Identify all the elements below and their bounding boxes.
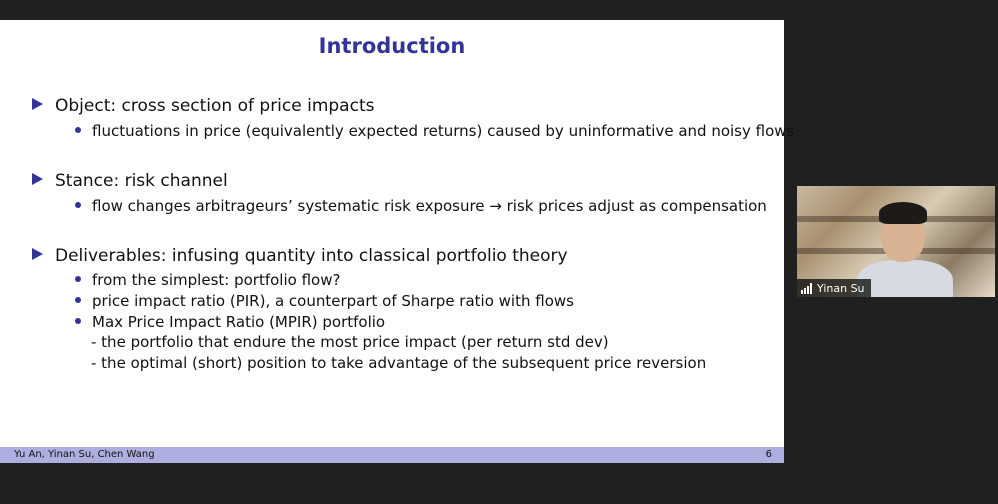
dot-bullet-icon xyxy=(75,297,81,303)
sub-bullet-text: from the simplest: portfolio flow? xyxy=(92,271,341,289)
bullet-stance xyxy=(32,171,228,191)
participant-video-tile[interactable] xyxy=(797,186,995,297)
bullet-object xyxy=(32,96,374,116)
sub-sub-bullet: - the optimal (short) position to take advantage of the subsequent price reversion xyxy=(91,354,707,372)
bullet-text: Stance: risk channel xyxy=(55,171,228,191)
page-number: 6 xyxy=(765,449,772,460)
footer-authors: Yu An, Yinan Su, Chen Wang xyxy=(14,449,155,460)
participant-body xyxy=(857,260,953,297)
sub-bullet-text: fluctuations in price (equivalently expected returns) caused by uninformative and noisy flows xyxy=(92,122,795,140)
sub-bullet-text: price impact ratio (PIR), a counterpart of Sharpe ratio with flows xyxy=(92,292,574,310)
sub-bullet-text: Max Price Impact Ratio (MPIR) portfolio xyxy=(92,313,386,331)
dot-bullet-icon xyxy=(75,276,81,282)
sub-bullet xyxy=(75,313,385,331)
triangle-bullet-icon xyxy=(32,248,43,260)
bullet-text: Object: cross section of price impacts xyxy=(55,96,375,116)
triangle-bullet-icon xyxy=(32,173,43,185)
dot-bullet-icon xyxy=(75,318,81,324)
participant-name: Yinan Su xyxy=(817,281,865,295)
sub-bullet xyxy=(75,271,340,289)
sub-bullet-text: flow changes arbitrageurs’ systematic risk exposure → risk prices adjust as compensation xyxy=(92,197,767,215)
signal-strength-icon xyxy=(801,283,813,294)
sub-bullet xyxy=(75,292,574,310)
bullet-text: Deliverables: infusing quantity into classical portfolio theory xyxy=(55,246,568,266)
triangle-bullet-icon xyxy=(32,98,43,110)
presentation-slide xyxy=(0,20,795,463)
bullet-deliverables xyxy=(32,246,568,266)
sub-sub-bullet: - the portfolio that endure the most price impact (per return std dev) xyxy=(91,333,609,351)
dot-bullet-icon xyxy=(75,127,81,133)
sub-bullet xyxy=(75,122,794,140)
participant-name-tag xyxy=(797,279,871,297)
dot-bullet-icon xyxy=(75,202,81,208)
participant-hair xyxy=(879,202,927,224)
sub-bullet xyxy=(75,197,767,215)
slide-title: Introduction xyxy=(318,34,466,58)
slide-footer xyxy=(0,447,784,463)
